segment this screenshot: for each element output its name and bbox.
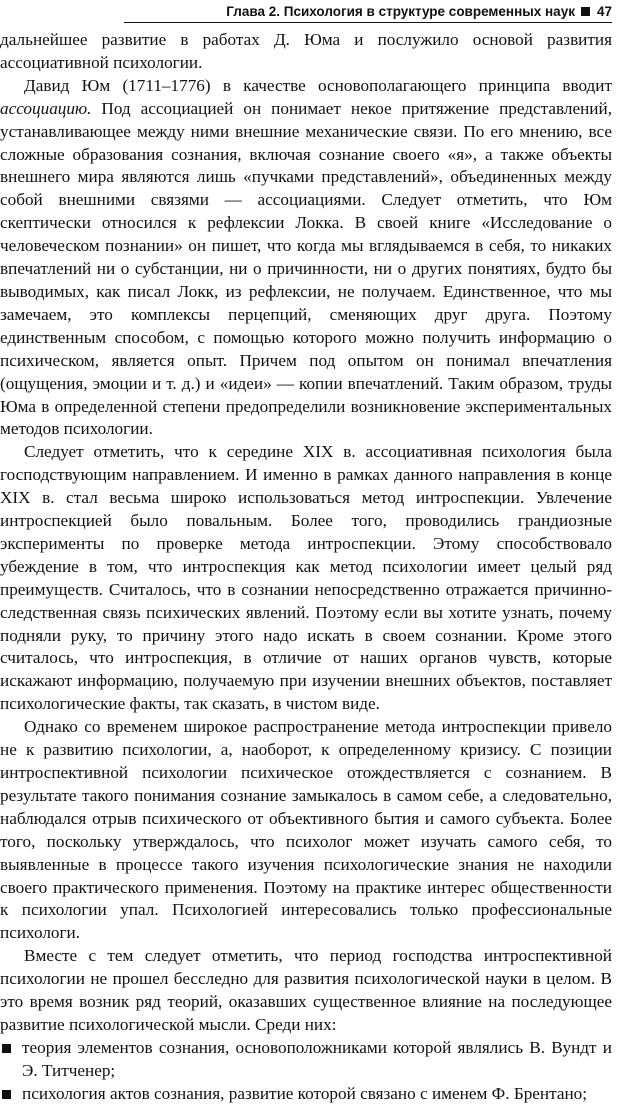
square-bullet-icon bbox=[2, 1090, 11, 1099]
paragraph-1: дальнейшее развитие в работах Д. Юма и послужило основой развития ассоциативной психологии. bbox=[0, 30, 612, 72]
paragraph-5: Вместе с тем следует отметить, что период господства интроспективной психологии не прошел бесследно для развития психологической науки в целом. В это время возник ряд теорий, оказавших существенное влияние на последующее развитие психологической мысли. Среди них: bbox=[0, 946, 612, 1034]
theory-list bbox=[0, 1037, 612, 1106]
running-header bbox=[0, 0, 612, 22]
list-item: теория элементов сознания, основоположниками которой являлись В. Вундт и Э. Титченер; bbox=[0, 1037, 612, 1083]
running-title: Глава 2. Психология в структуре современных наук bbox=[226, 3, 575, 19]
paragraph-3: Следует отметить, что к середине XIX в. ассоциативная психология была господствующим направлением. И именно в рамках данного направления в конце XIX в. стал весьма широко использоваться метод интроспекции. Увлечение интроспекцией было повальным. Более того, проводились грандиозные эксперименты по проверке метода интроспекции. Этому способствовало убеждение в том, что интроспекция как метод психологии имеет целый ряд преимуществ. Считалось, что в сознании непосредственно отражается причинно-следственная связь психических явлений. Поэтому если вы хотите узнать, почему подняли руку, то причину этого надо искать в своем сознании. Кроме этого считалось, что интроспекция, в отличие от наших органов чувств, которые искажают информацию, получаемую при изучении внешних объектов, поставляет психологические факты, так сказать, в чистом виде. bbox=[0, 442, 612, 714]
square-bullet-icon bbox=[581, 7, 590, 16]
list-item: психология актов сознания, развитие которой связано с именем Ф. Брентано; bbox=[0, 1083, 612, 1106]
emphasis-term: ассоциацию. bbox=[0, 98, 92, 118]
header-rule bbox=[124, 22, 612, 23]
square-bullet-icon bbox=[2, 1044, 11, 1053]
page-number: 47 bbox=[596, 3, 612, 19]
paragraph-2: Давид Юм (1711–1776) в качестве основополагающего принципа вводит ассоциацию. Под ассоциацией он понимает некое притяжение представлений, устанавливающее между ними внешние механические связи. По его мнению, все сложные образования сознания, включая сознание своего «я», а также объекты внешнего мира являются лишь «пучками представлений», объединенных между собой внешними связями — ассоциациями. Следует отметить, что Юм скептически относился к рефлексии Локка. В своей книге «Исследование о человеческом познании» он пишет, что когда мы вглядываемся в себя, то никаких впечатлений ни о субстанции, ни о причинности, ни о других понятиях, будто бы выводимых, как писал Локк, из рефлексии, не получаем. Единственное, что мы замечаем, это комплексы перцепций, сменяющих друг друга. Поэтому единственным способом, с помощью которого можно получить информацию о психическом, является опыт. Причем под опытом он понимал впечатления (ощущения, эмоции и т. д.) и «идеи» — копии впечатлений. Таким образом, труды Юма в определенной степени предопределили возникновение экспериментальных методов психологии. bbox=[0, 75, 612, 439]
body-text bbox=[0, 29, 612, 1106]
paragraph-4: Однако со временем широкое распространение метода интроспекции привело не к развитию психологии, а, наоборот, к определенному кризису. С позиции интроспективной психологии психическое отождествляется с сознанием. В результате такого понимания сознание замыкалось в самом себе, а следовательно, наблюдался отрыв психического от объективного бытия и самого субъекта. Более того, поскольку утверждалось, что психолог может изучать самого себя, то выявленные в процессе такого изучения психологические знания не находили своего практического применения. Поэтому на практике интерес общественности к психологии упал. Психологией интересовались только профессиональные психологи. bbox=[0, 717, 612, 943]
